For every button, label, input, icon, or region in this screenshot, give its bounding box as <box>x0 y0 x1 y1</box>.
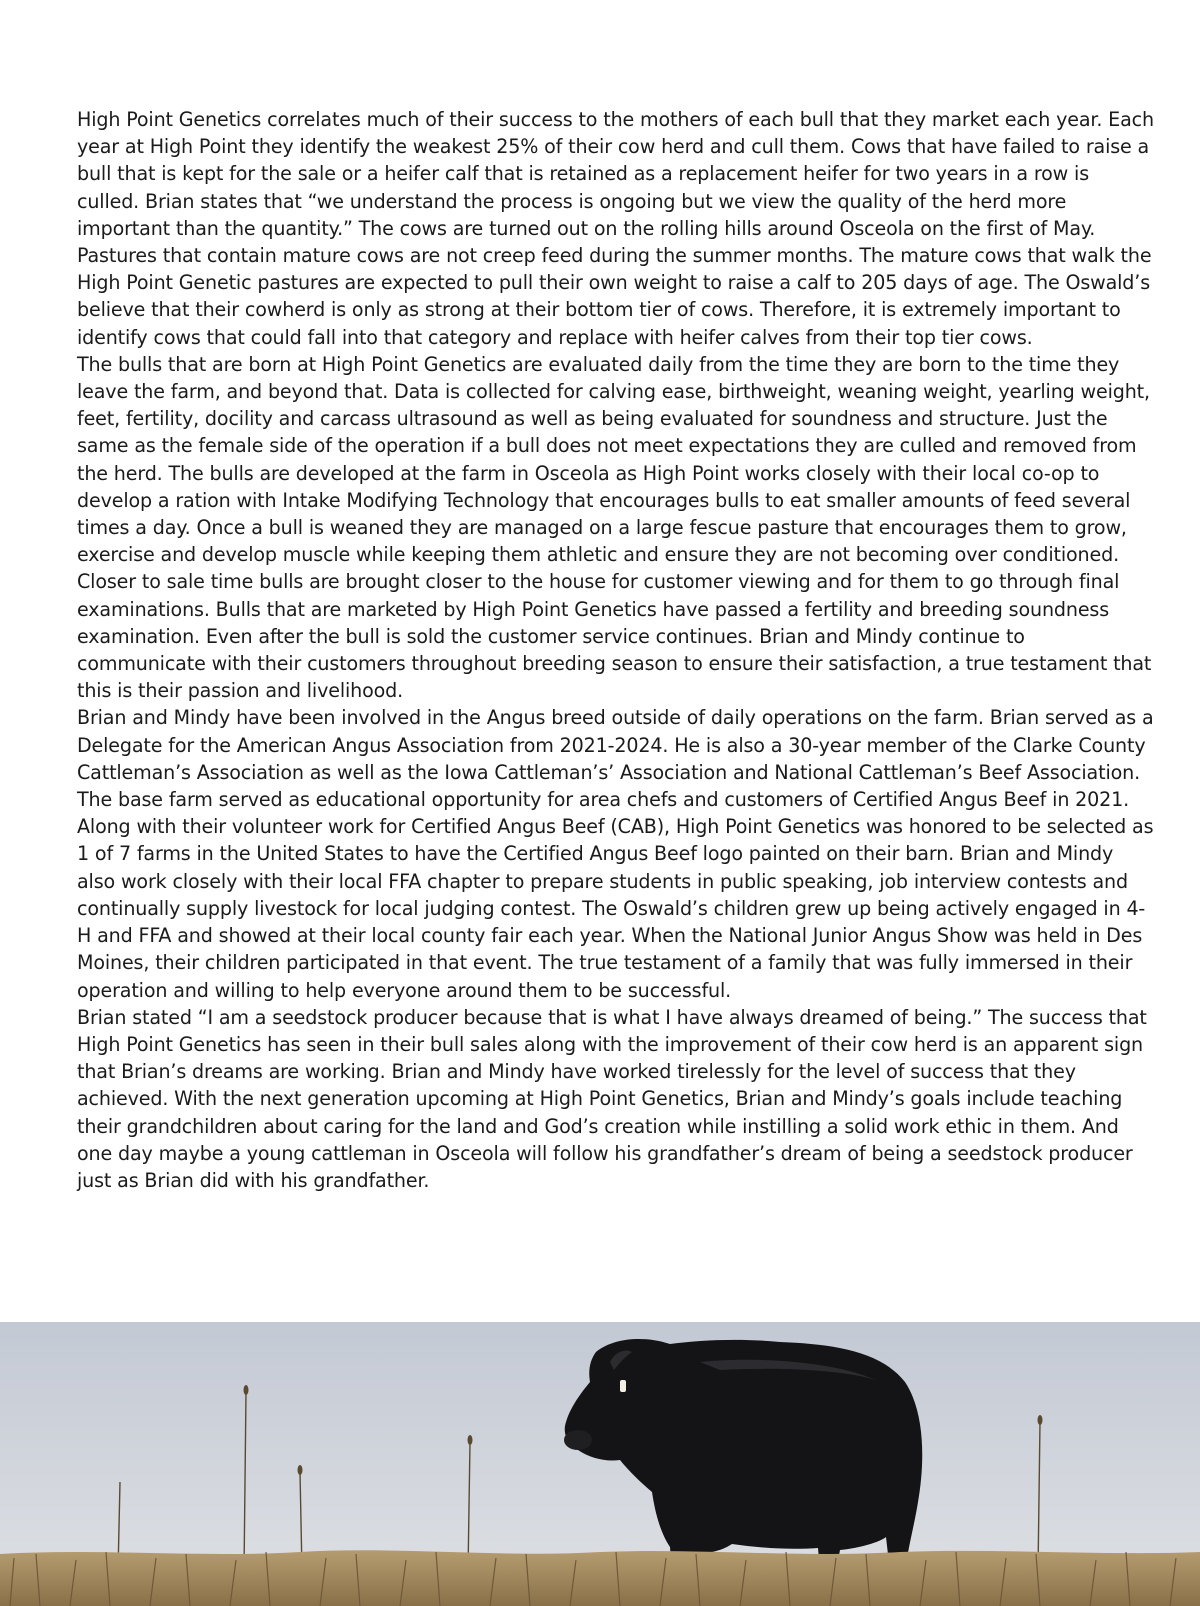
article-paragraph: Brian stated “I am a seedstock producer because that is what I have always dreamed of being.” The success that High Point Genetics has seen in their bull sales along with the improvement of their cow herd is an apparent sign that Brian’s dreams are working. Brian and Mindy have worked tirelessly for the level of success that they achieved. With the next generation upcoming at High Point Genetics, Brian and Mindy’s goals include teaching their grandchildren about caring for the land and God’s creation while instilling a solid work ethic in them. And one day maybe a young cattleman in Osceola will follow his grandfather’s dream of being a seedstock producer just as Brian did with his grandfather. <box>77 1005 1147 1192</box>
article-paragraph: The bulls that are born at High Point Genetics are evaluated daily from the time they are born to the time they leave the farm, and beyond that. Data is collected for calving ease, birthweight, weaning weight, yearling weight, feet, fertility, docility and carcass ultrasound as well as being evaluated for soundness and structure. Just the same as the female side of the operation if a bull does not meet expectations they are culled and removed from the herd. The bulls are developed at the farm in Osceola as High Point works closely with their local co-op to develop a ration with Intake Modifying Technology that encourages bulls to eat smaller amounts of feed several times a day. Once a bull is weaned they are managed on a large fescue pasture that encourages them to grow, exercise and develop muscle while keeping them athletic and ensure they are not becoming over conditioned. Closer to sale time bulls are brought closer to the house for customer viewing and for them to go through final examinations. Bulls that are marketed by High Point Genetics have passed a fertility and breeding soundness examination. Even after the bull is sold the customer service continues. Brian and Mindy continue to communicate with their customers throughout breeding season to ensure their satisfaction, a true testament that this is their passion and livelihood. <box>77 352 1152 703</box>
bull-photo <box>0 1322 1200 1606</box>
bull-photo-illustration <box>0 1322 1200 1606</box>
grass-field <box>0 1550 1200 1606</box>
article-paragraph: High Point Genetics correlates much of their success to the mothers of each bull that they market each year. Each year at High Point they identify the weakest 25% of their cow herd and cull them. Cows that have failed to raise a bull that is kept for the sale or a heifer calf that is retained as a replacement heifer for two years in a row is culled. Brian states that “we understand the process is ongoing but we view the quality of the herd more important than the quantity.” The cows are turned out on the rolling hills around Osceola on the first of May. Pastures that contain mature cows are not creep feed during the summer months. The mature cows that walk the High Point Genetic pastures are expected to pull their own weight to raise a calf to 205 days of age. The Oswald’s believe that their cowherd is only as strong at their bottom tier of cows. Therefore, it is extremely important to identify cows that could fall into that category and replace with heifer calves from their top tier cows. <box>77 108 1154 349</box>
ear-tag <box>620 1380 626 1392</box>
article-paragraph: Brian and Mindy have been involved in the Angus breed outside of daily operations on the farm. Brian served as a Delegate for the American Angus Association from 2021-2024. He is also a 30-year member of the Clarke County Cattleman’s Association as well as the Iowa Cattleman’s’ Association and National Cattleman’s Beef Association. The base farm served as educational opportunity for area chefs and customers of Certified Angus Beef in 2021. Along with their volunteer work for Certified Angus Beef (CAB), High Point Genetics was honored to be selected as 1 of 7 farms in the United States to have the Certified Angus Beef logo painted on their barn. Brian and Mindy also work closely with their local FFA chapter to prepare students in public speaking, job interview contests and continually supply livestock for local judging contest. The Oswald’s children grew up being actively engaged in 4-H and FFA and showed at their local county fair each year. When the National Junior Angus Show was held in Des Moines, their children participated in that event. The true testament of a family that was fully immersed in their operation and willing to help everyone around them to be successful. <box>77 706 1154 1002</box>
article-body <box>77 106 1157 1194</box>
